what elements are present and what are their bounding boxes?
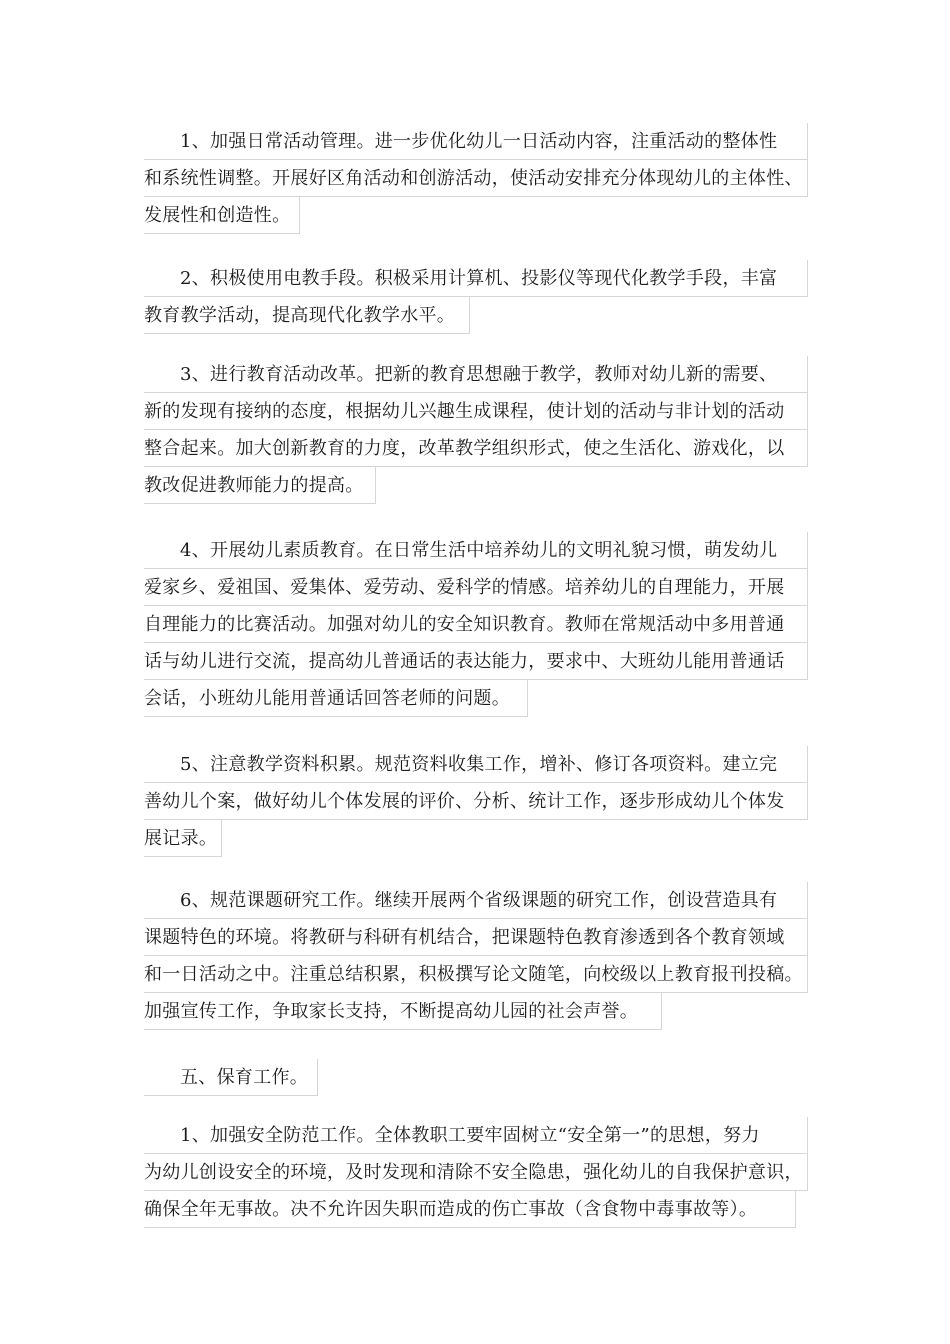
paragraph-line <box>144 393 808 430</box>
line-text: 6、规范课题研究工作。继续开展两个省级课题的研究工作，创设营造具有 <box>180 890 778 911</box>
paragraph-line <box>144 919 808 956</box>
paragraph-line <box>144 467 376 504</box>
paragraph-line <box>144 356 808 393</box>
paragraph-line <box>144 956 808 993</box>
line-text: 确保全年无事故。决不允许因失职而造成的伤亡事故（含食物中毒事故等）。 <box>144 1199 758 1220</box>
line-text: 五、保育工作。 <box>180 1067 309 1088</box>
paragraph-line <box>144 123 808 160</box>
line-text: 教改促进教师能力的提高。 <box>144 475 364 496</box>
line-text: 展记录。 <box>144 828 218 849</box>
line-text: 爱家乡、爱祖国、爱集体、爱劳动、爱科学的情感。培养幼儿的自理能力，开展 <box>144 577 785 598</box>
paragraph-line <box>144 820 222 857</box>
paragraph-line <box>144 260 808 297</box>
paragraph-1 <box>144 123 808 234</box>
paragraph-5 <box>144 746 808 857</box>
line-text: 发展性和创造性。 <box>144 205 291 226</box>
paragraph-line <box>144 160 808 197</box>
paragraph-line <box>144 993 662 1030</box>
line-text: 1、加强安全防范工作。全体教职工要牢固树立“安全第一”的思想，努力 <box>180 1125 760 1146</box>
paragraph-line <box>144 746 808 783</box>
line-text: 课题特色的环境。将教研与科研有机结合，把课题特色教育渗透到各个教育领域 <box>144 927 785 948</box>
line-text: 话与幼儿进行交流，提高幼儿普通话的表达能力，要求中、大班幼儿能用普通话 <box>144 651 785 672</box>
line-text: 新的发现有接纳的态度，根据幼儿兴趣生成课程，使计划的活动与非计划的活动 <box>144 401 785 422</box>
paragraph-line <box>144 1117 808 1154</box>
line-text: 自理能力的比赛活动。加强对幼儿的安全知识教育。教师在常规活动中多用普通 <box>144 614 785 635</box>
section-heading <box>144 1059 808 1096</box>
line-text: 和系统性调整。开展好区角活动和创游活动，使活动安排充分体现幼儿的主体性、 <box>144 168 803 189</box>
line-text: 3、进行教育活动改革。把新的教育思想融于教学，教师对幼儿新的需要、 <box>180 364 778 385</box>
line-text: 整合起来。加大创新教育的力度，改革教学组织形式，使之生活化、游戏化，以 <box>144 438 785 459</box>
paragraph-4 <box>144 532 808 717</box>
paragraph-line <box>144 430 808 467</box>
paragraph-line <box>144 297 470 334</box>
line-text: 善幼儿个案，做好幼儿个体发展的评价、分析、统计工作，逐步形成幼儿个体发 <box>144 791 785 812</box>
line-text: 为幼儿创设安全的环境，及时发现和清除不安全隐患，强化幼儿的自我保护意识， <box>144 1162 803 1183</box>
paragraph-line <box>144 680 528 717</box>
paragraph-line <box>144 1191 796 1228</box>
paragraph-6 <box>144 882 808 1030</box>
paragraph-2 <box>144 260 808 334</box>
paragraph-line <box>144 1154 808 1191</box>
line-text: 会话，小班幼儿能用普通话回答老师的问题。 <box>144 688 510 709</box>
paragraph-line <box>144 783 808 820</box>
paragraph-line <box>144 606 808 643</box>
section-heading-line <box>144 1059 318 1096</box>
line-text: 教育教学活动，提高现代化教学水平。 <box>144 305 456 326</box>
paragraph-line <box>144 643 808 680</box>
line-text: 加强宣传工作，争取家长支持，不断提高幼儿园的社会声誉。 <box>144 1001 639 1022</box>
paragraph-3 <box>144 356 808 504</box>
paragraph-line <box>144 197 300 234</box>
line-text: 4、开展幼儿素质教育。在日常生活中培养幼儿的文明礼貌习惯，萌发幼儿 <box>180 540 778 561</box>
paragraph-7 <box>144 1117 808 1228</box>
line-text: 5、注意教学资料积累。规范资料收集工作，增补、修订各项资料。建立完 <box>180 754 778 775</box>
line-text: 1、加强日常活动管理。进一步优化幼儿一日活动内容，注重活动的整体性 <box>180 131 778 152</box>
line-text: 和一日活动之中。注重总结积累，积极撰写论文随笔，向校级以上教育报刊投稿。 <box>144 964 803 985</box>
paragraph-line <box>144 569 808 606</box>
line-text: 2、积极使用电教手段。积极采用计算机、投影仪等现代化教学手段，丰富 <box>180 268 778 289</box>
paragraph-line <box>144 882 808 919</box>
paragraph-line <box>144 532 808 569</box>
